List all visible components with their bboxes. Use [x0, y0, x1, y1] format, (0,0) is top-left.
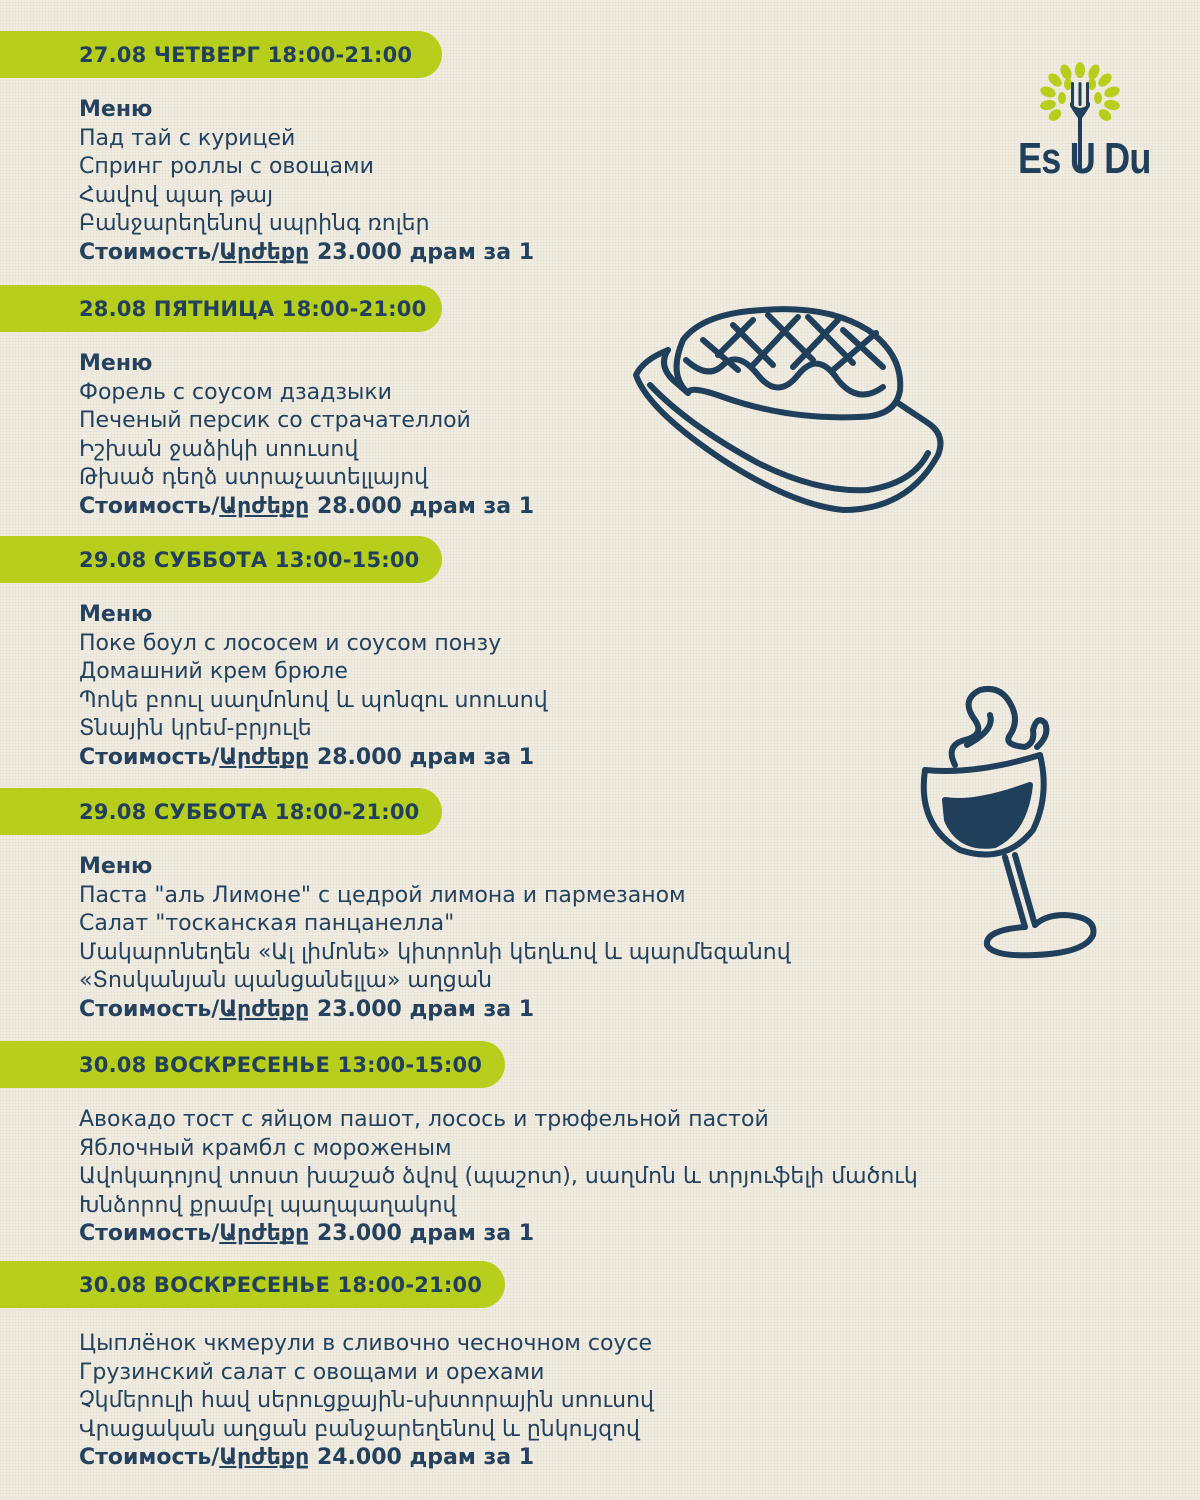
menu-item: Спринг роллы с овощами: [79, 154, 374, 180]
menu-item: Իշխան ջաձիկի սոուսով: [79, 436, 359, 462]
price-line: Стоимость/Արժեքը 28.000 драм за 1: [79, 493, 535, 519]
price-line: Стоимость/Արժեքը 23.000 драм за 1: [79, 239, 535, 265]
menu-item: Վրացական աղցան բանջարեղենով և ընկույզով: [79, 1416, 640, 1442]
menu-item: Форель с соусом дзадзыки: [79, 379, 392, 405]
price-line: Стоимость/Արժեքը 24.000 драм за 1: [79, 1445, 535, 1471]
menu-item: Паста "аль Лимоне" с цедрой лимона и пармезаном: [79, 882, 686, 908]
menu-item: Մակարոնեղեն «Ալ լիմոնե» կիտրոնի կեղևով և պարմեզանով: [79, 939, 791, 965]
menu-section: [0, 285, 1100, 522]
menu-item: Авокадо тост с яйцом пашот, лосось и трюфельной пастой: [79, 1107, 769, 1132]
price-line: Стоимость/Արժեքը 23.000 драм за 1: [79, 1221, 535, 1247]
date-header: 28.08 ПЯТНИЦА 18:00-21:00: [0, 285, 442, 332]
menu-item: Поке боул с лососем и соусом понзу: [79, 630, 502, 656]
price-line: Стоимость/Արժեքը 23.000 драм за 1: [79, 996, 535, 1022]
menu-section: [0, 1041, 1100, 1249]
menu-item: Салат "тосканская панцанелла": [79, 911, 455, 937]
menu-item: Բանջարեղենով սպրինգ ռոլեր: [79, 211, 430, 237]
menu-label: Меню: [79, 97, 153, 122]
menu-item: Չկմերուլի հավ սերուցքային-սխտորային սոուսով: [79, 1388, 654, 1414]
logo-text: Es U Du: [1018, 134, 1151, 183]
date-header: 29.08 СУББОТА 13:00-15:00: [0, 536, 442, 583]
price-line: Стоимость/Արժեքը 28.000 драм за 1: [79, 744, 535, 770]
menu-item: Ավոկադոյով տոստ խաշած ձվով (պաշոտ), սաղմոն և տրյուֆելի մածուկ: [79, 1164, 918, 1190]
menu-item: Թխած դեղձ ստրաչատելլայով: [79, 465, 429, 491]
menu-section: [0, 536, 1100, 773]
date-header: 30.08 ВОСКРЕСЕНЬЕ 13:00-15:00: [0, 1041, 505, 1088]
menu-section: [0, 31, 1100, 268]
menu-item: Խնձորով քրամբլ պաղպաղակով: [79, 1192, 457, 1218]
menu-section: [0, 788, 1100, 1025]
date-header: 27.08 ЧЕТВЕРГ 18:00-21:00: [0, 31, 442, 78]
menu-item: Печеный персик со страчателлой: [79, 408, 471, 434]
menu-item: Домашний крем брюле: [79, 659, 348, 685]
menu-item: Հավով պադ թայ: [79, 182, 274, 208]
menu-item: Տնային կրեմ-բրյուլե: [79, 716, 312, 742]
menu-item: Цыплёнок чкмерули в сливочно чесночном соусе: [79, 1331, 653, 1356]
date-header: 30.08 ВОСКРЕСЕНЬЕ 18:00-21:00: [0, 1261, 505, 1308]
menu-section: [0, 1261, 1100, 1473]
menu-label: Меню: [79, 854, 153, 879]
menu-item: Грузинский салат с овощами и орехами: [79, 1359, 545, 1385]
menu-label: Меню: [79, 351, 153, 376]
menu-item: «Տոսկանյան պանցանելլա» աղցան: [79, 968, 493, 994]
menu-item: Пад тай с курицей: [79, 125, 296, 151]
menu-item: Պոկե բոուլ սաղմոնով և պոնզու սոուսով: [79, 687, 548, 713]
date-header: 29.08 СУББОТА 18:00-21:00: [0, 788, 442, 835]
menu-item: Яблочный крамбл с мороженым: [79, 1135, 452, 1161]
menu-label: Меню: [79, 602, 153, 627]
